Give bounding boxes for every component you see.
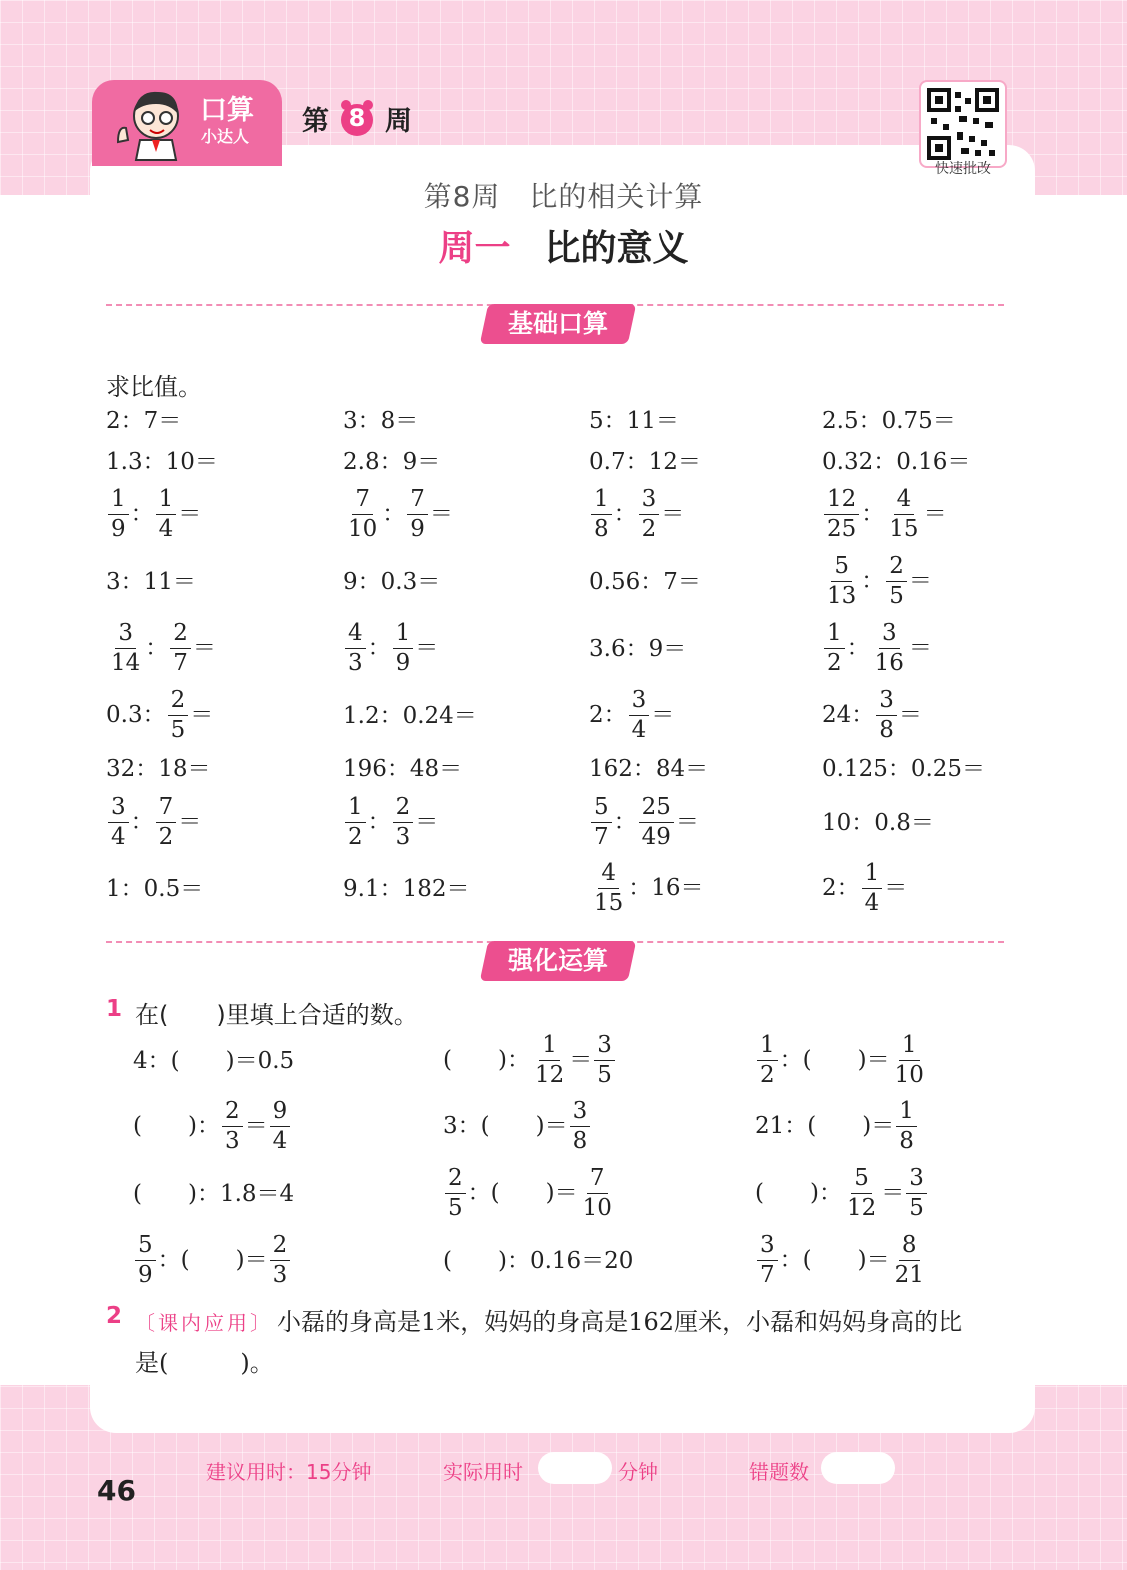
qr-code[interactable]: [919, 80, 1007, 168]
problem-r6c2: 1.2：0.24＝: [343, 703, 477, 729]
fill-r4c1[interactable]: $\frac{5}{9}$ ：( )＝ $\frac{2}{3}$: [133, 1234, 292, 1287]
problem-r9c1: 1：0.5＝: [106, 876, 204, 902]
problem-r3c2: $\frac{7}{10}$ ： $\frac{7}{9}$ ＝: [348, 486, 453, 542]
problem-r9c3: $\frac{4}{15}$ ：16＝: [594, 860, 704, 916]
suggested-time: 建议用时：15分钟: [206, 1460, 372, 1484]
problem-r4c3: 0.56：7＝: [589, 569, 701, 595]
problem-r2c4: 0.32：0.16＝: [822, 449, 971, 475]
question-2-line2[interactable]: 是( )。: [135, 1349, 274, 1377]
fill-r2c2[interactable]: 3：( )＝ $\frac{3}{8}$: [443, 1100, 592, 1153]
problem-r2c1: 1.3：10＝: [106, 449, 218, 475]
problem-r1c2: 3：8＝: [343, 408, 419, 434]
problem-r4c2: 9：0.3＝: [343, 569, 441, 595]
qr-code-icon: [927, 88, 999, 160]
question-2-line1: [135, 1302, 962, 1337]
problem-r7c2: 196：48＝: [343, 756, 463, 782]
problem-r5c1: $\frac{3}{14}$ ： $\frac{2}{7}$ ＝: [111, 620, 216, 676]
fill-r4c3[interactable]: $\frac{3}{7}$ ：( )＝ $\frac{8}{21}$: [755, 1234, 929, 1287]
mascot-icon: [110, 82, 190, 162]
brand-subtitle: 小达人: [201, 127, 250, 146]
problem-r3c1: $\frac{1}{9}$ ： $\frac{1}{4}$ ＝: [106, 488, 201, 541]
errors-input[interactable]: [821, 1452, 895, 1484]
problem-r6c4: 24： $\frac{3}{8}$ ＝: [822, 687, 922, 743]
fill-r3c3[interactable]: ( )： $\frac{5}{12}$ ＝ $\frac{3}{5}$: [755, 1167, 929, 1220]
section-badge-advanced: 强化运算: [480, 941, 637, 981]
problem-r8c1: $\frac{3}{4}$ ： $\frac{7}{2}$ ＝: [106, 796, 201, 849]
problem-r7c4: 0.125：0.25＝: [822, 756, 986, 782]
problem-r8c3: $\frac{5}{7}$ ： $\frac{25}{49}$ ＝: [589, 796, 699, 849]
problem-r9c2: 9.1：182＝: [343, 876, 470, 902]
problem-r1c1: 2：7＝: [106, 408, 182, 434]
brand-title: 口算: [200, 95, 254, 126]
week-badge: [337, 98, 377, 138]
day-label: 周一: [438, 228, 511, 269]
fill-r1c3[interactable]: $\frac{1}{2}$ ：( )＝ $\frac{1}{10}$: [755, 1034, 929, 1087]
problem-r3c3: $\frac{1}{8}$ ： $\frac{3}{2}$ ＝: [589, 488, 684, 541]
question-1-text: 在( )里填上合适的数。: [135, 1001, 418, 1029]
section-badge-basic: 基础口算: [480, 304, 637, 344]
problem-r1c4: 2.5：0.75＝: [822, 408, 956, 434]
problem-r2c3: 0.7：12＝: [589, 449, 701, 475]
fill-r1c1[interactable]: 4：( )＝0.5: [133, 1048, 295, 1074]
page-number: 46: [97, 1474, 136, 1507]
problem-r4c4: $\frac{5}{13}$ ： $\frac{2}{5}$ ＝: [827, 553, 932, 609]
problem-r5c2: $\frac{4}{3}$ ： $\frac{1}{9}$ ＝: [343, 622, 438, 675]
errors-label: 错题数: [749, 1460, 809, 1484]
problem-r4c1: 3：11＝: [106, 569, 196, 595]
fill-r3c1[interactable]: ( )：1.8＝4: [133, 1181, 295, 1207]
week-suffix: 周: [385, 105, 412, 137]
week-label: [302, 98, 412, 138]
problem-r2c2: 2.8：9＝: [343, 449, 441, 475]
question-2-number: 2: [106, 1303, 123, 1329]
actual-time-label: 实际用时: [443, 1460, 523, 1484]
fill-r3c2[interactable]: $\frac{2}{5}$ ：( )＝ $\frac{7}{10}$: [443, 1167, 617, 1220]
qr-caption: 快速批改: [935, 161, 991, 177]
problem-r7c3: 162：84＝: [589, 756, 709, 782]
problem-r7c1: 32：18＝: [106, 756, 211, 782]
problem-r6c3: 2： $\frac{3}{4}$ ＝: [589, 687, 675, 743]
actual-time-input[interactable]: [538, 1452, 612, 1484]
fill-r2c1[interactable]: ( )： $\frac{2}{3}$ ＝ $\frac{9}{4}$: [133, 1100, 292, 1153]
minutes-unit: 分钟: [618, 1460, 658, 1484]
section1-instruction: 求比值。: [106, 373, 202, 401]
problem-r8c2: $\frac{1}{2}$ ： $\frac{2}{3}$ ＝: [343, 796, 438, 849]
topic-label: 比的意义: [544, 228, 689, 269]
problem-r1c3: 5：11＝: [589, 408, 679, 434]
fill-r2c3[interactable]: 21：( )＝ $\frac{1}{8}$: [755, 1100, 919, 1153]
week-prefix: 第: [302, 105, 329, 137]
page-title: [0, 220, 1127, 271]
question-1-number: 1: [106, 996, 123, 1022]
problem-r5c3: 3.6：9＝: [589, 636, 687, 662]
page-subtitle: 第8周 比的相关计算: [423, 180, 704, 213]
fill-r1c2[interactable]: ( )： $\frac{1}{12}$ ＝ $\frac{3}{5}$: [443, 1034, 617, 1087]
question-2-tag: 〔课内应用〕: [135, 1311, 273, 1335]
problem-r9c4: 2： $\frac{1}{4}$ ＝: [822, 860, 908, 916]
fill-r4c2[interactable]: ( )：0.16＝20: [443, 1248, 634, 1274]
problem-r6c1: 0.3： $\frac{2}{5}$ ＝: [106, 687, 214, 743]
week-number: 8: [348, 104, 366, 132]
problem-r3c4: $\frac{12}{25}$ ： $\frac{4}{15}$ ＝: [822, 488, 947, 541]
problem-r8c4: 10：0.8＝: [822, 810, 934, 836]
problem-r5c4: $\frac{1}{2}$ ： $\frac{3}{16}$ ＝: [822, 622, 932, 675]
question-2-text: 小磊的身高是1米，妈妈的身高是162厘米，小磊和妈妈身高的比: [277, 1308, 963, 1336]
